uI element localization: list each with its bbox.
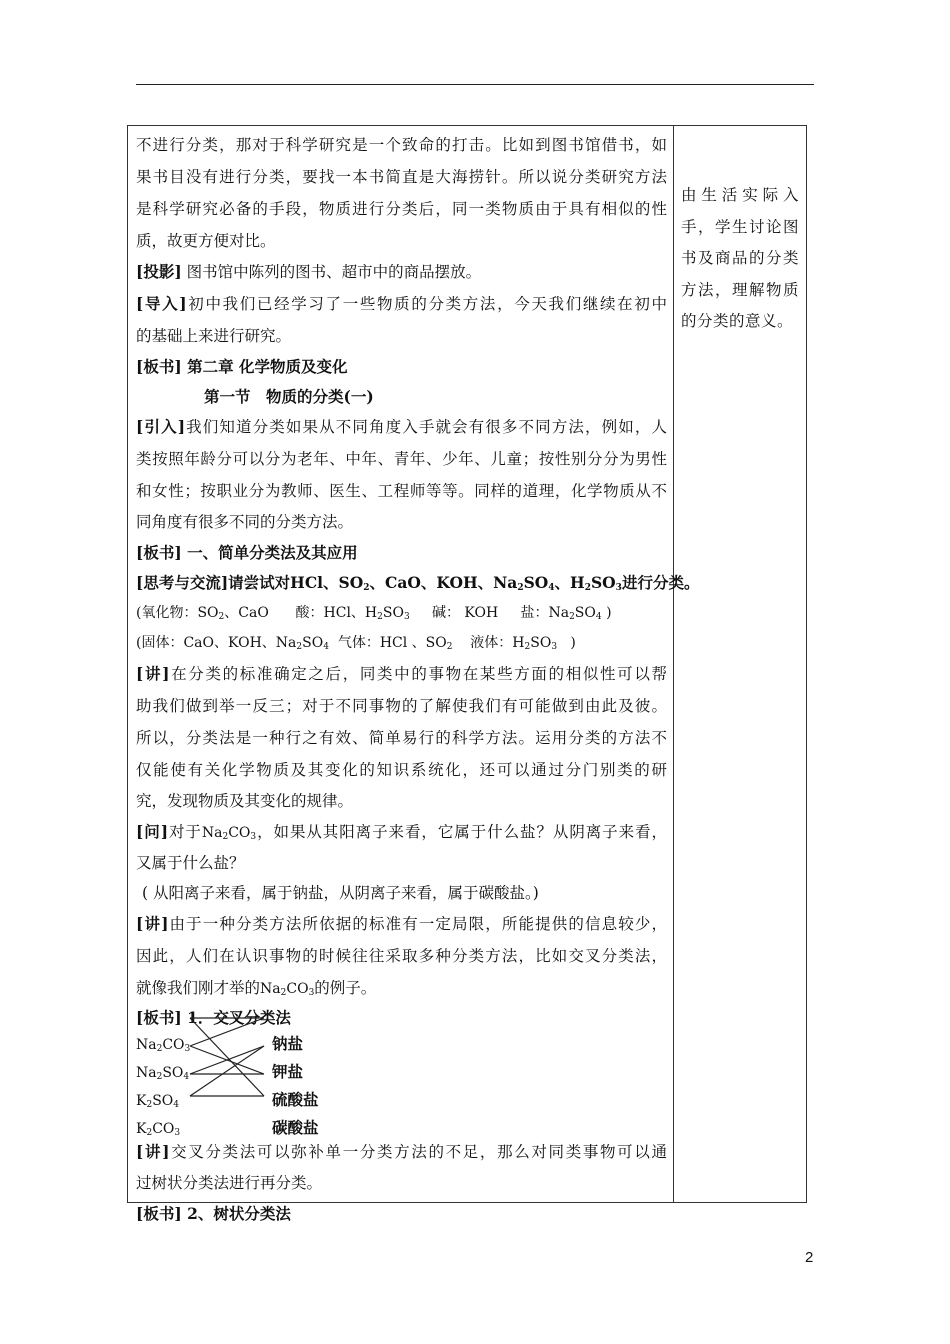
cross-classification-lines [180, 1012, 280, 1102]
board-heading-cross-classification: [板书] 1．交叉分类法 [136, 1008, 291, 1027]
salt-carbonate: 碳酸盐 [272, 1118, 319, 1137]
text-line: 果书目没有进行分类，要找一本书简直是大海捞针。所以说分类研究方法 [136, 168, 667, 186]
text-line: 究，发现物质及其变化的规律。 [136, 792, 354, 810]
question-text: ，如果从其阳离子来看，它属于什么盐？从阴离子来看， [256, 823, 667, 841]
link-na2so4-sodium [190, 1018, 264, 1046]
intro-tag: [导入] [136, 294, 187, 313]
text-line: 的基础上来进行研究。 [136, 327, 292, 345]
solid-label: (固体： [136, 635, 184, 651]
lead-in-line [136, 412, 667, 442]
compound-k2co3: $K_2CO_3$ [136, 1121, 181, 1138]
lead-in-text: 我们知道分类如果从不同角度入手就会有很多不同方法，例如，人 [185, 418, 667, 436]
text-line: 同角度有很多不同的分类方法。 [136, 513, 354, 531]
link-k2co3-potassium [190, 1046, 264, 1096]
close-paren: ) [606, 605, 612, 621]
text-line: 所以，分类法是一种行之有效、简单易行的科学方法。运用分类的方法不 [136, 729, 667, 747]
column-divider [673, 126, 674, 1202]
salt-sulfate: 硫酸盐 [272, 1090, 319, 1109]
answer-by-type: (氧化物：$SO_2$、CaO 酸：HCl、$H_2SO_3$ 碱： KOH 盐：$Na_2SO_4$ ) [136, 605, 612, 622]
text-fragment: 就像我们刚才举的 [136, 979, 261, 997]
lecture-line [136, 1137, 667, 1167]
lead-in-tag: [引入] [136, 417, 186, 436]
think-discuss-line [136, 568, 699, 598]
link-na2co3-carbonate [190, 1018, 264, 1096]
compound-na2co3: $Na_2CO_3$ [136, 1037, 191, 1054]
compound-k2so4: $K_2SO_4$ [136, 1093, 180, 1110]
header-rule [136, 84, 814, 85]
salt-sodium: 钠盐 [272, 1034, 304, 1053]
projection-tag: [投影] [136, 262, 182, 281]
section-title: 第一节 物质的分类(一) [204, 387, 374, 406]
think-discuss-suffix: 进行分类。 [621, 573, 700, 592]
lecture-tag: [讲] [136, 1142, 170, 1161]
intro-line [136, 289, 667, 319]
text-line: 和女性；按职业分为教师、医生、工程师等等。同样的道理，化学物质从不 [136, 482, 667, 500]
text-line: 过树状分类法进行再分类。 [136, 1174, 323, 1192]
text-line: 不进行分类，那对于科学研究是一个致命的打击。比如到图书馆借书，如 [136, 136, 667, 154]
text-line: 因此，人们在认识事物的时候往往采取多种分类方法，比如交叉分类法， [136, 947, 667, 965]
lecture-text: 由于一种分类方法所依据的标准有一定局限，所能提供的信息较少， [168, 915, 667, 933]
text-line: 又属于什么盐？ [136, 854, 245, 872]
question-text: 对于 [168, 823, 202, 841]
question-line: [问]对于$Na_2CO_3$，如果从其阳离子来看，它属于什么盐？从阴离子来看， [136, 822, 667, 842]
liquid-label: 液体： [470, 635, 513, 651]
compound-na2so4: $Na_2SO_4$ [136, 1065, 190, 1082]
intro-text: 初中我们已经学习了一些物质的分类方法，今天我们继续在初中 [186, 295, 667, 313]
board-heading-chapter: [板书] 第二章 化学物质及变化 [136, 357, 348, 376]
lecture-text: 在分类的标准确定之后，同类中的事物在某些方面的相似性可以帮 [169, 665, 667, 683]
text-line: 助我们做到举一反三；对于不同事物的了解使我们有可能做到由此及彼。 [136, 697, 667, 715]
lecture-tag: [讲] [136, 914, 169, 933]
text-line: 就像我们刚才举的$Na_2CO_3$的例子。 [136, 979, 377, 998]
question-tag: [问] [136, 822, 169, 841]
text-line: 质，故更方便对比。 [136, 232, 276, 250]
lecture-tag: [讲] [136, 664, 170, 683]
lecture-text: 交叉分类法可以弥补单一分类方法的不足，那么对同类事物可以通 [169, 1143, 667, 1161]
gas-label: 气体： [337, 635, 380, 651]
base-value: KOH [464, 605, 499, 621]
oxide-label: (氧化物： [136, 605, 198, 621]
question-answer: ( 从阳离子来看，属于钠盐，从阴离子来看，属于碳酸盐。) [142, 884, 539, 902]
text-line: 仅能使有关化学物质及其变化的知识系统化，还可以通过分门别类的研 [136, 761, 667, 779]
answer-by-state: (固体：CaO、KOH、$Na_2SO_4$ 气体：HCl 、$SO_2$ 液体：$H_2SO_3$ ) [136, 635, 576, 652]
think-discuss-prefix: [思考与交流]请尝试对 [136, 573, 291, 592]
board-heading-simple-classification: [板书] 一、简单分类法及其应用 [136, 543, 358, 562]
projection-text: 图书馆中陈列的图书、超市中的商品摆放。 [186, 263, 482, 281]
close-paren: ) [570, 635, 576, 651]
salt-label: 盐： [520, 605, 549, 621]
teaching-note: 由生活实际入手，学生讨论图书及商品的分类方法，理解物质的分类的意义。 [681, 186, 799, 330]
board-heading-tree-classification: [板书] 2、树状分类法 [136, 1204, 291, 1223]
text-line: 是科学研究必备的手段，物质进行分类后，同一类物质由于具有相似的性 [136, 200, 667, 218]
lecture-line [136, 909, 667, 939]
salt-potassium: 钾盐 [272, 1062, 304, 1081]
projection-line [136, 257, 481, 287]
base-label: 碱： [431, 605, 460, 621]
compound-list: HCl、$SO_2$、CaO、KOH、$Na_2SO_4$、$H_2SO_3$ [290, 573, 622, 593]
text-fragment: 的例子。 [314, 979, 377, 997]
lecture-line [136, 659, 667, 689]
text-line: 类按照年龄分可以分为老年、中年、青年、少年、儿童；按性别分分为男性 [136, 450, 667, 468]
acid-label: 酸： [295, 605, 324, 621]
page-number: 2 [805, 1249, 814, 1266]
